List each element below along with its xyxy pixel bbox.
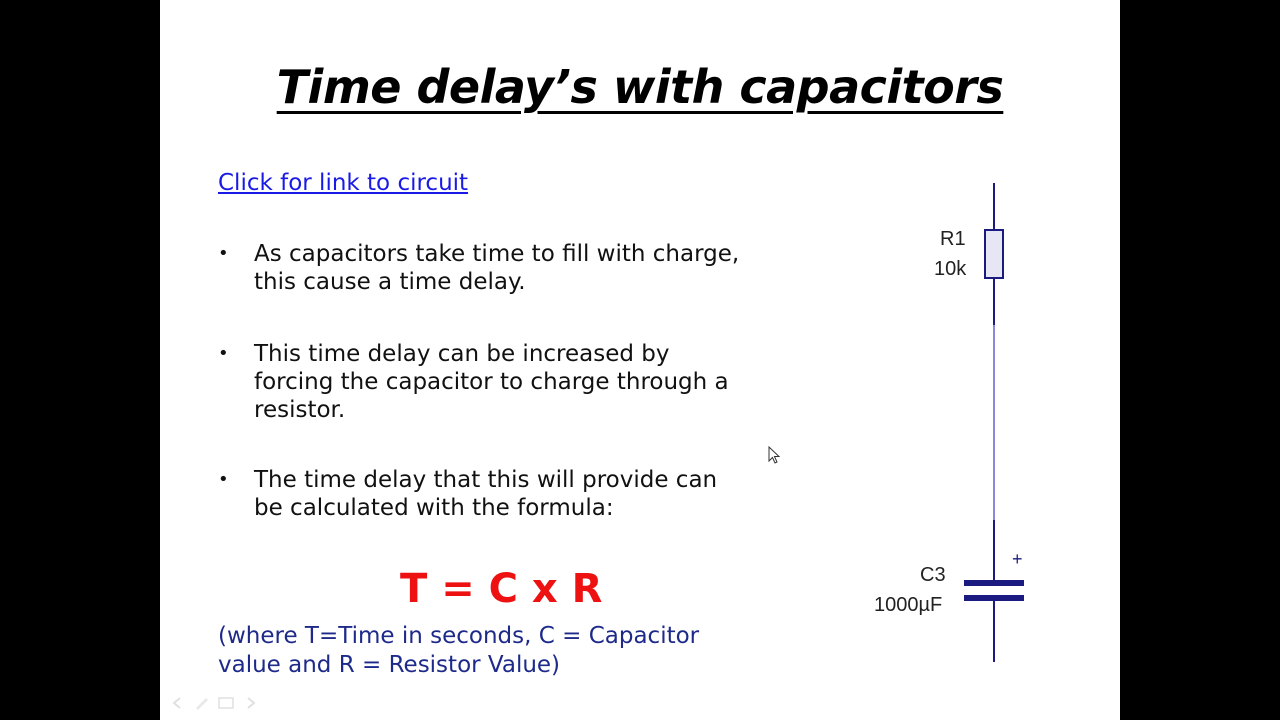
next-slide-icon[interactable] — [242, 696, 258, 710]
resistor-name-label: R1 — [940, 228, 966, 250]
bullet-text-line: This time delay can be increased by — [254, 341, 670, 367]
previous-slide-icon[interactable] — [170, 696, 186, 710]
bullet-text-line: resistor. — [254, 397, 346, 423]
circuit-link[interactable]: Click for link to circuit — [218, 170, 469, 196]
formula-note-line: value and R = Resistor Value) — [218, 652, 561, 678]
bullet-item — [218, 466, 717, 522]
bullet-text-line: be calculated with the formula: — [254, 495, 614, 521]
capacitor-value-label: 1000µF — [874, 594, 943, 616]
slide-title: Time delay’s with capacitors — [276, 60, 1004, 114]
menu-icon[interactable] — [218, 696, 234, 710]
bullet-text-line: forcing the capacitor to charge through a — [254, 369, 729, 395]
resistor-symbol — [985, 230, 1003, 278]
bullet-text-line: As capacitors take time to fill with charge, — [254, 241, 740, 267]
pen-icon[interactable] — [194, 696, 210, 710]
polarity-label: + — [1012, 549, 1023, 569]
bullet-dot: • — [218, 469, 229, 490]
formula-note-line: (where T=Time in seconds, C = Capacitor — [218, 623, 700, 649]
bullet-dot: • — [218, 343, 229, 364]
bullet-item — [218, 240, 739, 296]
slide — [160, 0, 1120, 720]
resistor-value-label: 10k — [934, 258, 967, 280]
capacitor-name-label: C3 — [920, 564, 946, 586]
bullet-dot: • — [218, 243, 229, 264]
mouse-pointer-icon — [768, 446, 782, 466]
slideshow-toolbar[interactable] — [170, 696, 258, 710]
bullet-text-line: The time delay that this will provide can — [254, 467, 718, 493]
formula-note — [218, 622, 738, 680]
bullet-item — [218, 340, 729, 424]
bullet-text-line: this cause a time delay. — [254, 269, 526, 295]
formula: T = C x R — [400, 566, 603, 612]
